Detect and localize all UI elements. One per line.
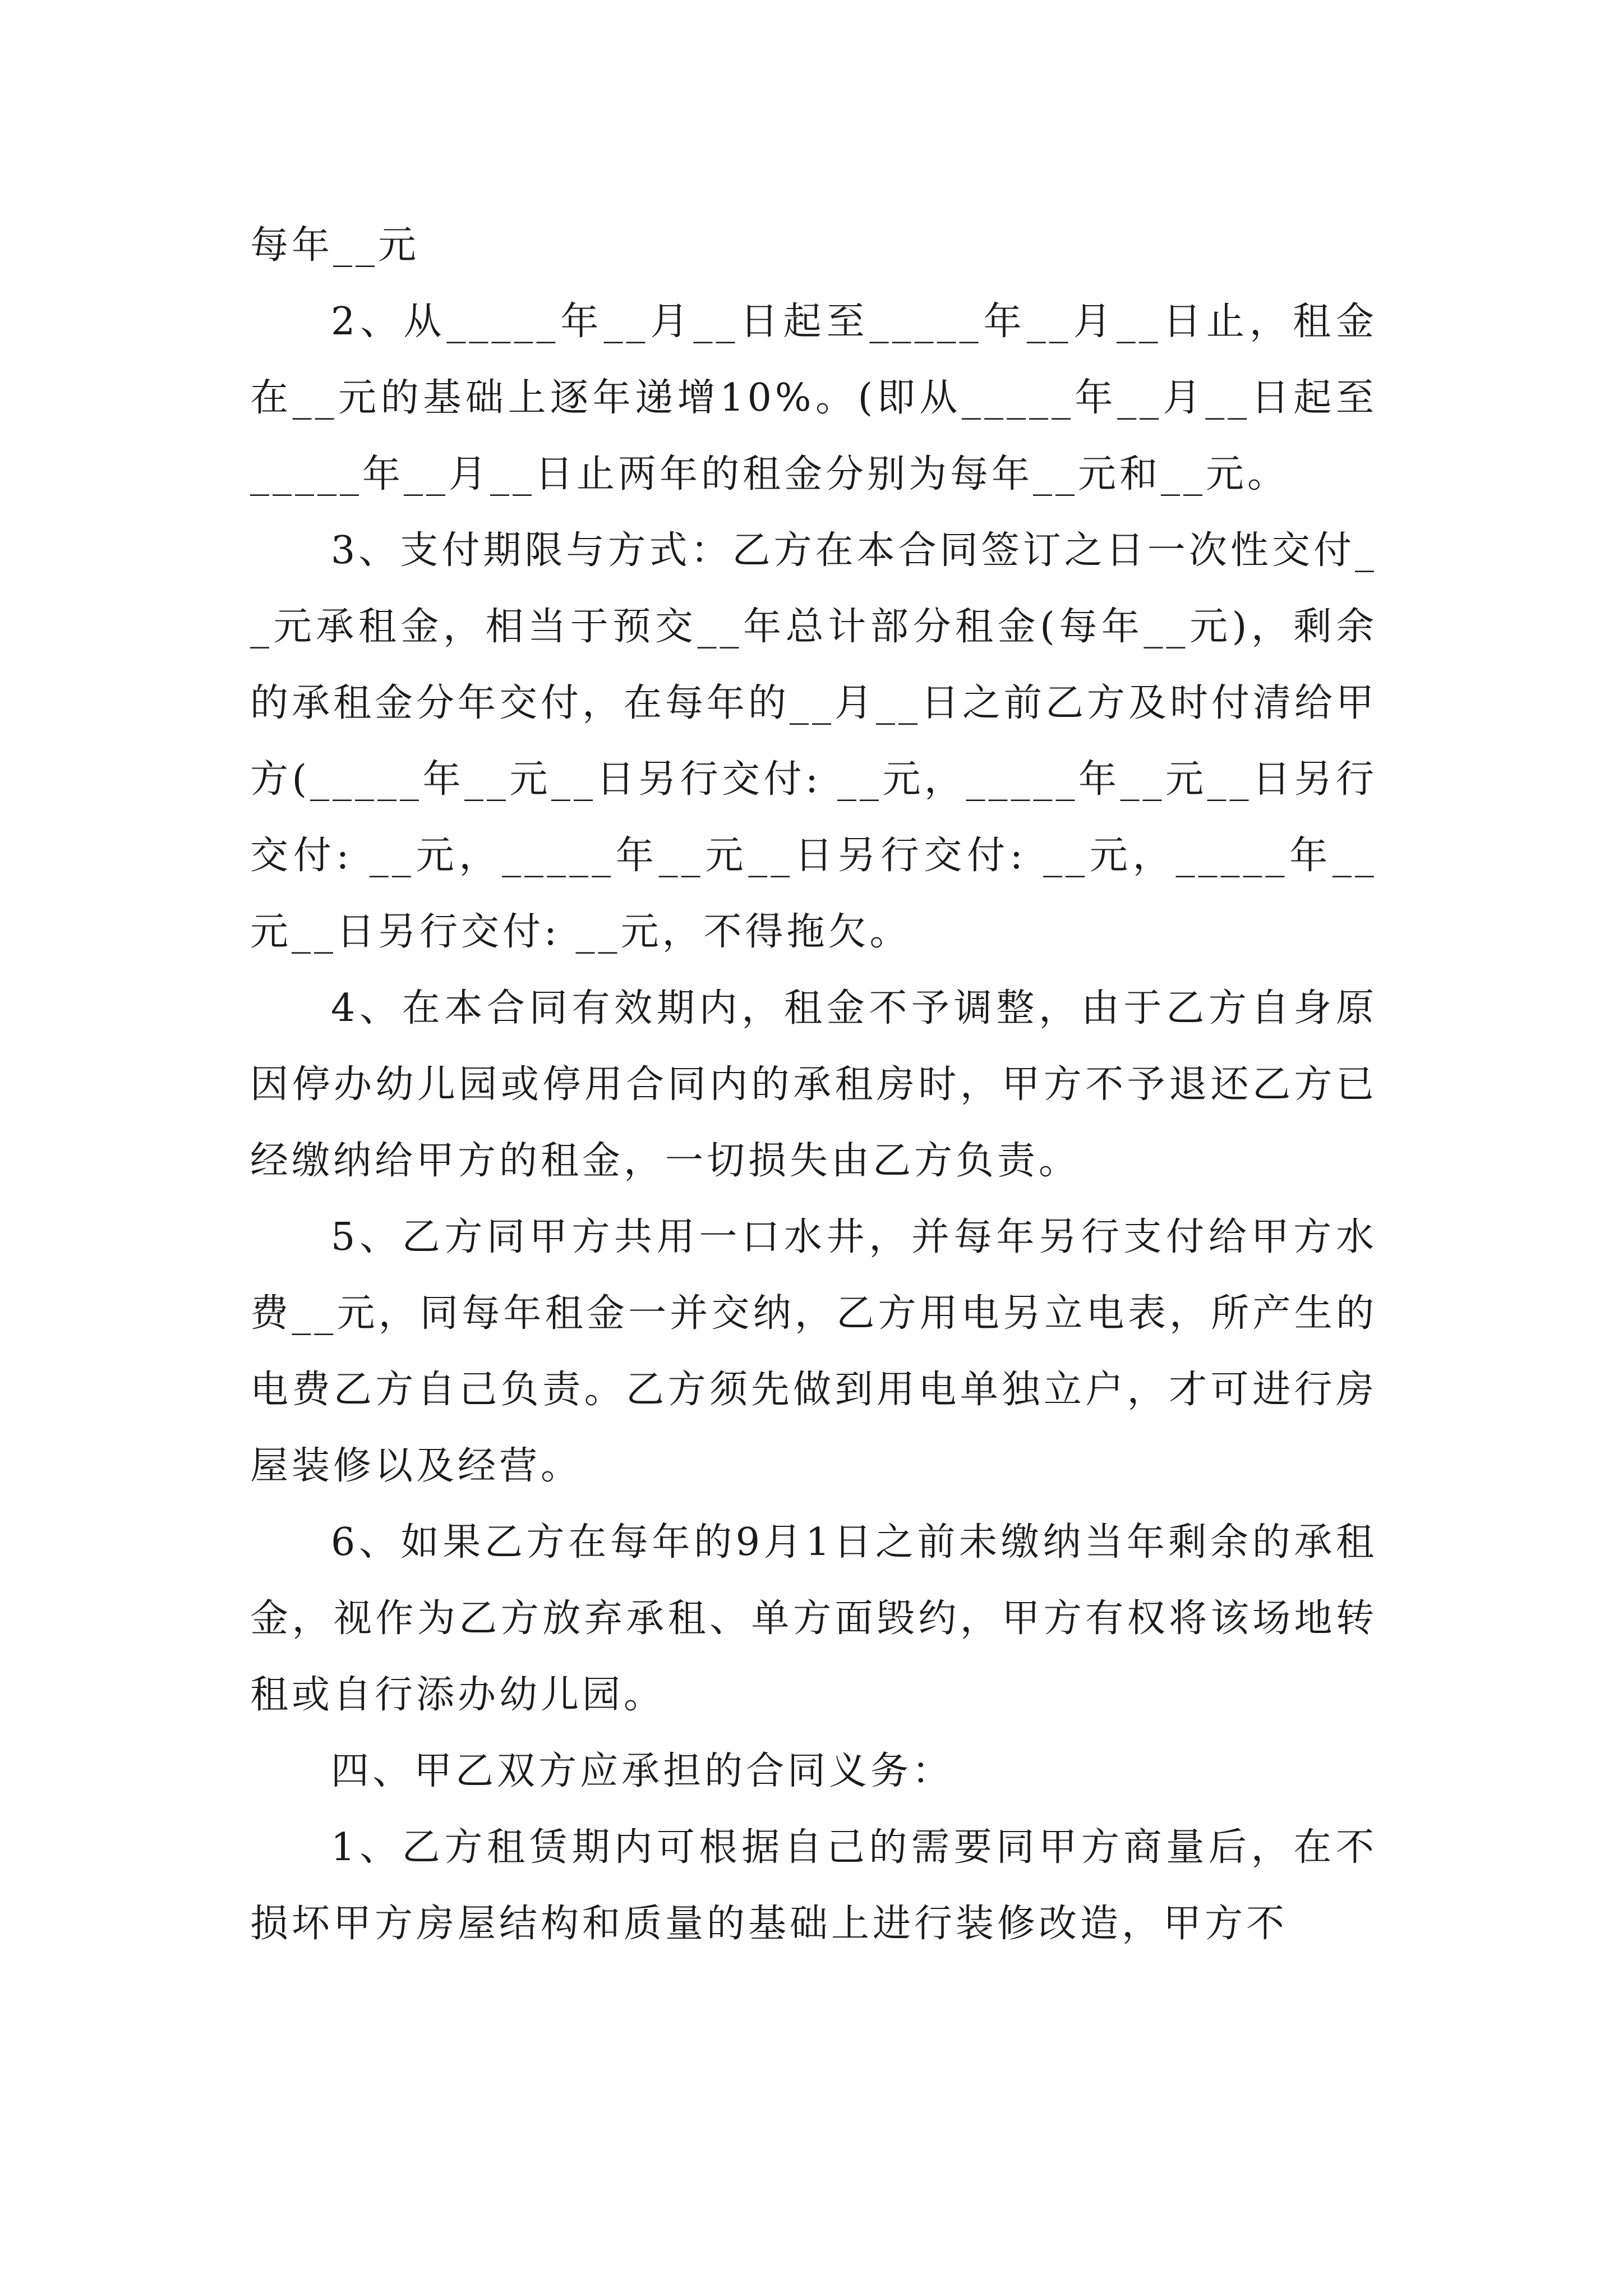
section-heading-obligations: 四、甲乙双方应承担的合同义务： xyxy=(331,1749,954,1793)
paragraph-water-electricity: 5、乙方同甲方共用一口水井，并每年另行支付给甲方水费__元，同每年租金一并交纳，乙方用电另立电表，所产生的电费乙方自己负责。乙方须先做到用电单独立户，才可进行房屋装修以及经营。 xyxy=(250,1215,1377,1488)
paragraph-rent-per-year: 每年__元 xyxy=(250,223,420,268)
paragraph-late-payment: 6、如果乙方在每年的9月1日之前未缴纳当年剩余的承租金，视作为乙方放弃承租、单方面毁约，甲方有权将该场地转租或自行添办幼儿园。 xyxy=(250,1520,1377,1717)
paragraph-rent-increase: 2、从_____年__月__日起至_____年__月__日止，租金在__元的基础上逐年递增10%。(即从_____年__月__日起至_____年__月__日止两年的租金分别为每年__元和__元。 xyxy=(250,300,1377,496)
paragraph-rent-adjustment: 4、在本合同有效期内，租金不予调整，由于乙方自身原因停办幼儿园或停用合同内的承租房时，甲方不予退还乙方已经缴纳给甲方的租金，一切损失由乙方负责。 xyxy=(250,986,1377,1183)
document-body xyxy=(250,208,1377,1962)
paragraph-payment-terms: 3、支付期限与方式：乙方在本合同签订之日一次性交付__元承租金，相当于预交__年总计部分租金(每年__元)，剩余的承租金分年交付，在每年的__月__日之前乙方及时付清给甲方(_____年__元__日另行交付: __元，_____年__元__日另行交付: __元，_____年__元__日另行交付: __元，_____年__元__日另行交付: __元，不得拖欠。 xyxy=(250,528,1378,954)
paragraph-renovation: 1、乙方租赁期内可根据自己的需要同甲方商量后，在不损坏甲方房屋结构和质量的基础上进行装修改造，甲方不 xyxy=(250,1825,1377,1946)
